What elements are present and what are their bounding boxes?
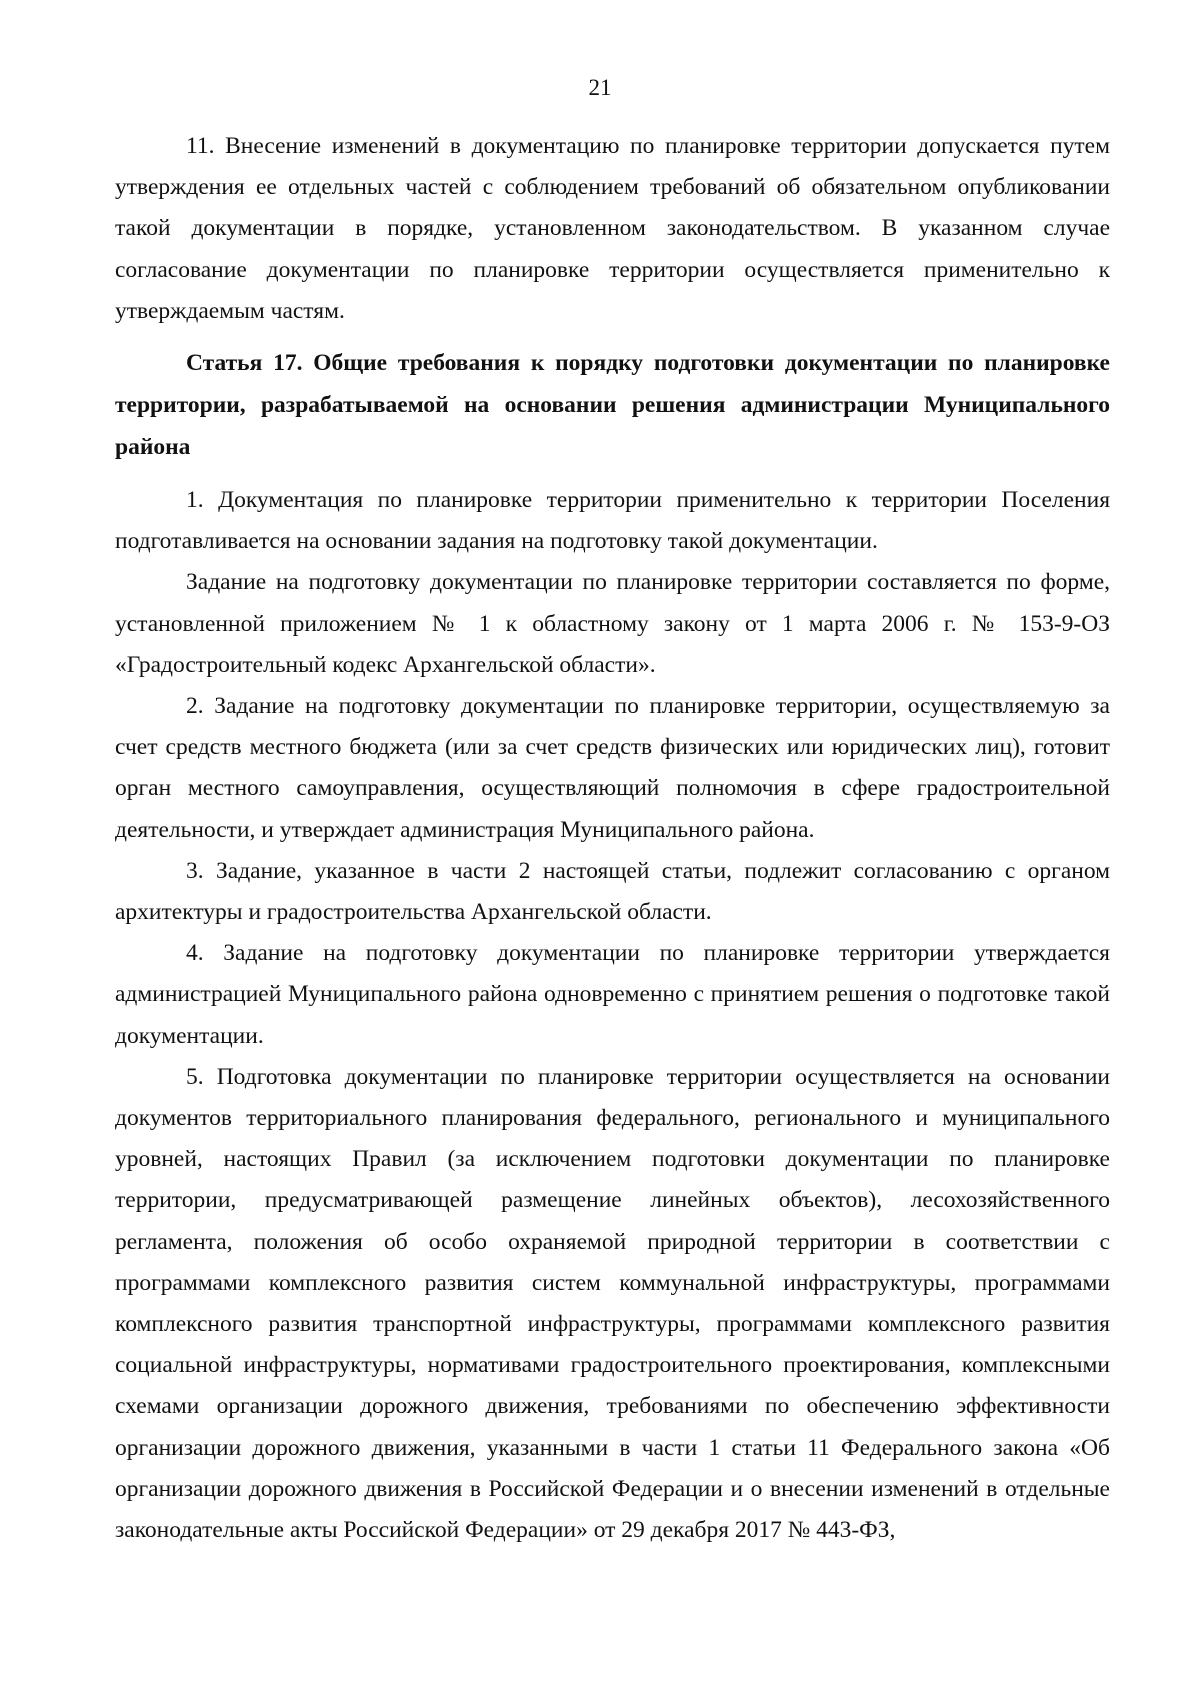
paragraph-3: 3. Задание, указанное в части 2 настоящей статьи, подлежит согласованию с органом архитектуры и градостроительства Архангельской области. — [115, 857, 1110, 926]
page-number: 21 — [588, 75, 612, 100]
paragraph-1-continuation: Задание на подготовку документации по планировке территории составляется по форме, установленной приложением № 1 к областному закону от 1 марта 2006 г. № 153-9-ОЗ «Градостроительный кодекс Архангельской области». — [115, 569, 1110, 678]
article-17-heading: Статья 17. Общие требования к порядку подготовки документации по планировке территории, разрабатываемой на основании решения администрации Муниципального района — [115, 350, 1110, 461]
paragraph-1: 1. Документация по планировке территории применительно к территории Поселения подготавливается на основании задания на подготовку такой документации. — [115, 487, 1110, 555]
document-body — [115, 126, 1110, 1551]
paragraph-2: 2. Задание на подготовку документации по планировке территории, осуществляемую за счет средств местного бюджета (или за счет средств физических или юридических лиц), готовит орган местного самоуправления, осуществляющий полномочия в сфере градостроительной деятельности, и утверждает администрация Муниципального района. — [115, 693, 1110, 843]
paragraph-4: 4. Задание на подготовку документации по планировке территории утверждается администрацией Муниципального района одновременно с принятием решения о подготовке такой документации. — [115, 940, 1110, 1049]
paragraph-5: 5. Подготовка документации по планировке территории осуществляется на основании документов территориального планирования федерального, регионального и муниципального уровней, настоящих Правил (за исключением подготовки документации по планировке территории, предусматривающей размещение линейных объектов), лесохозяйственного регламента, положения об особо охраняемой природной территории в соответствии с программами комплексного развития систем коммунальной инфраструктуры, программами комплексного развития транспортной инфраструктуры, программами комплексного развития социальной инфраструктуры, нормативами градостроительного проектирования, комплексными схемами организации дорожного движения, требованиями по обеспечению эффективности организации дорожного движения, указанными в части 1 статьи 11 Федерального закона «Об организации дорожного движения в Российской Федерации и о внесении изменений в отдельные законодательные акты Российской Федерации» от 29 декабря 2017 № 443-ФЗ, — [115, 1063, 1110, 1544]
paragraph-11: 11. Внесение изменений в документацию по планировке территории допускается путем утверждения ее отдельных частей с соблюдением требований об обязательном опубликовании такой документации в порядке, установленном законодательством. В указанном случае согласование документации по планировке территории осуществляется применительно к утверждаемым частям. — [115, 133, 1110, 324]
